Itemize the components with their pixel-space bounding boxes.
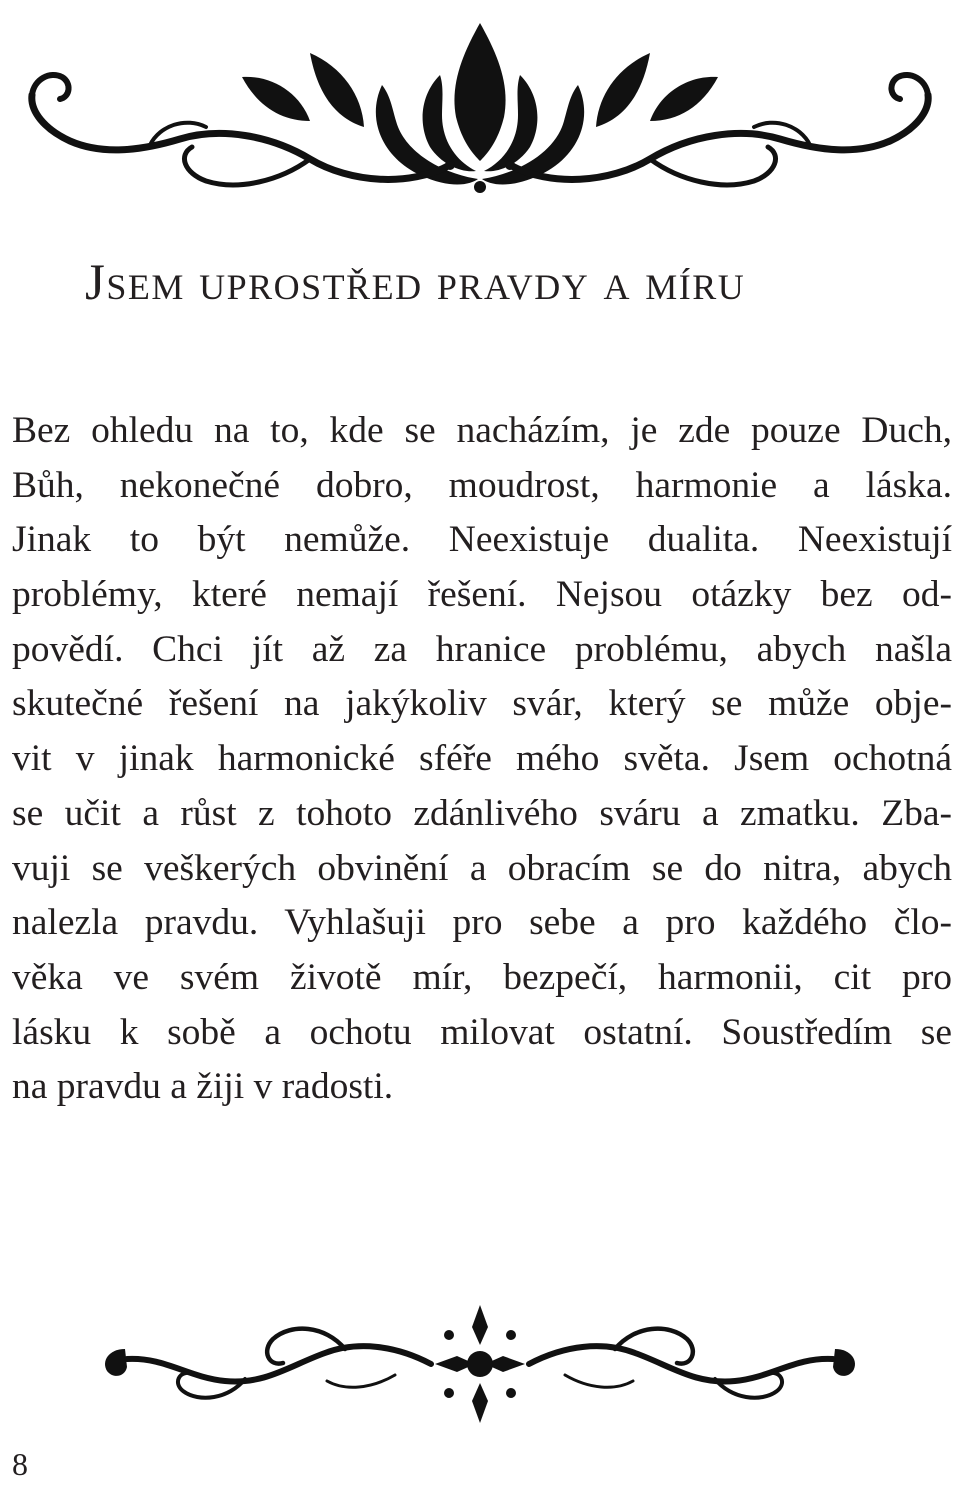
- paragraph-line: se učit a růst z tohoto zdánlivého sváru a zmatku. Zba-: [12, 792, 952, 834]
- paragraph-line: Jinak to být nemůže. Neexistuje dualita. Neexistují: [12, 519, 952, 561]
- top-flourish-ornament: [10, 15, 950, 200]
- paragraph-line: skutečné řešení na jakýkoliv svár, který se může obje-: [12, 683, 952, 725]
- paragraph-line: vit v jinak harmonické sféře mého světa. Jsem ochotná: [12, 738, 952, 780]
- paragraph-line: povědí. Chci jít až za hranice problému, abych našla: [12, 628, 952, 670]
- bottom-flourish-ornament: [95, 1305, 865, 1425]
- paragraph-line: problémy, které nemají řešení. Nejsou otázky bez od-: [12, 574, 952, 616]
- paragraph-line: nalezla pravdu. Vyhlašuji pro sebe a pro každého člo-: [12, 902, 952, 944]
- paragraph-line: Bůh, nekonečné dobro, moudrost, harmonie a láska.: [12, 464, 952, 506]
- paragraph-line: vuji se veškerých obvinění a obracím se do nitra, abych: [12, 847, 952, 889]
- body-paragraph: [12, 404, 952, 1115]
- paragraph-line: lásku k sobě a ochotu milovat ostatní. Soustředím se: [12, 1011, 952, 1053]
- page-number: 8: [12, 1446, 28, 1482]
- chapter-title: Jsem uprostřed pravdy a míru: [85, 255, 746, 311]
- paragraph-line: věka ve svém životě mír, bezpečí, harmonii, cit pro: [12, 956, 952, 998]
- paragraph-line-last: na pravdu a žiji v radosti.: [12, 1066, 394, 1108]
- paragraph-line: Bez ohledu na to, kde se nacházím, je zde pouze Duch,: [12, 410, 952, 451]
